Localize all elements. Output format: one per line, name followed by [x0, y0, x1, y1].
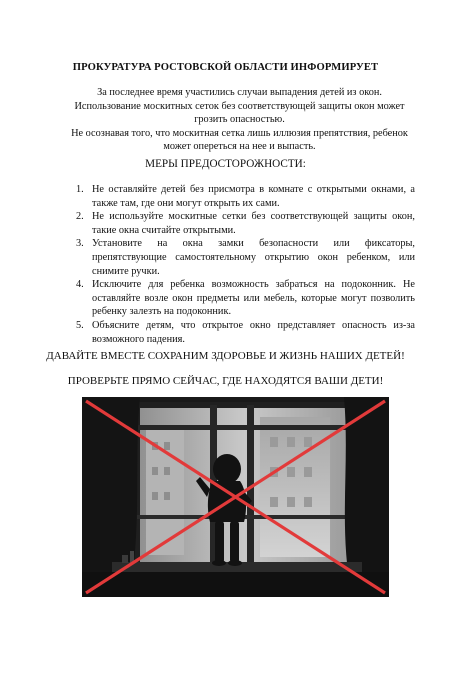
- child-at-window-photo: [82, 397, 389, 597]
- list-item: [76, 237, 415, 278]
- list-item-number: 1.: [76, 184, 84, 195]
- list-item-number: 2.: [76, 211, 84, 223]
- list-item-number: 3.: [76, 238, 84, 250]
- list-item: [76, 210, 415, 237]
- window-transom: [137, 425, 352, 430]
- list-item-text: Установите на окна замки безопасности или фиксаторы, препятствующие самостоятельному открытию окон ребенком, или снимите ручки.: [92, 238, 415, 277]
- list-item: [76, 183, 415, 210]
- list-item-text: Исключите для ребенка возможность забраться на подоконник. Не оставляйте возле окон предметы или мебель, которые могут позволить ребенку залезть на подоконник.: [92, 279, 415, 318]
- window-illustration: [82, 397, 389, 597]
- list-item-text: Не используйте москитные сетки без соответствующей защиты окон, такие окна считайте открытыми.: [92, 211, 415, 236]
- intro-paragraph-3: Не осознавая того, что москитная сетка лишь иллюзия препятствия, ребенок может опереться на нее и выпасть.: [71, 127, 408, 153]
- call-to-action-check: ПРОВЕРЬТЕ ПРЯМО СЕЙЧАС, ГДЕ НАХОДЯТСЯ ВАШИ ДЕТИ!: [67, 375, 384, 387]
- measures-list: [76, 183, 415, 346]
- list-item: [76, 278, 415, 319]
- list-item-number: 5.: [76, 319, 84, 331]
- intro-paragraph-2: Использование москитных сеток без соответствующей защиты окон может грозить опасностью.: [74, 100, 405, 126]
- measures-heading: МЕРЫ ПРЕДОСТОРОЖНОСТИ:: [145, 158, 306, 170]
- list-item-number: 4.: [76, 279, 84, 291]
- list-item-text: Не оставляйте детей без присмотра в комнате с открытыми окнами, а также там, где они могут открыть их сами.: [92, 184, 415, 209]
- intro-text: [58, 86, 421, 154]
- sill-object: [122, 555, 128, 563]
- floor-shadow: [82, 572, 389, 597]
- intro-paragraph-1: За последнее время участились случаи выпадения детей из окон.: [97, 87, 382, 98]
- list-item-text: Объясните детям, что открытое окно представляет опасность из-за возможного падения.: [92, 319, 415, 345]
- call-to-action-health: ДАВАЙТЕ ВМЕСТЕ СОХРАНИМ ЗДОРОВЬЕ И ЖИЗНЬ НАШИХ ДЕТЕЙ!: [46, 350, 405, 362]
- document-title: ПРОКУРАТУРА РОСТОВСКОЙ ОБЛАСТИ ИНФОРМИРУЕТ: [72, 62, 379, 73]
- list-item: [76, 319, 415, 346]
